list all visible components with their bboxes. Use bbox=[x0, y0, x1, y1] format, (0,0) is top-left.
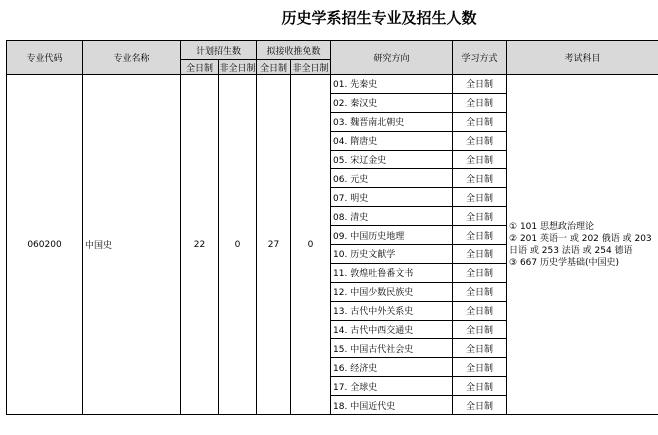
header-study-mode: 学习方式 bbox=[453, 41, 507, 75]
research-direction-cell: 16. 经济史 bbox=[331, 358, 453, 377]
research-direction-cell: 04. 隋唐史 bbox=[331, 131, 453, 150]
plan-full-time-cell: 22 bbox=[181, 75, 219, 415]
plan-part-time-cell: 0 bbox=[219, 75, 257, 415]
admissions-table bbox=[6, 40, 658, 415]
research-direction-cell: 01. 先秦史 bbox=[331, 75, 453, 94]
study-mode-cell: 全日制 bbox=[453, 207, 507, 226]
page-title: 历史学系招生专业及招生人数 bbox=[281, 9, 477, 27]
header-plan-full-time: 全日制 bbox=[181, 60, 219, 75]
research-direction-cell: 03. 魏晋南北朝史 bbox=[331, 112, 453, 131]
study-mode-cell: 全日制 bbox=[453, 358, 507, 377]
study-mode-cell: 全日制 bbox=[453, 112, 507, 131]
study-mode-cell: 全日制 bbox=[453, 169, 507, 188]
exam-subject-line: ③ 667 历史学基础(中国史) bbox=[509, 257, 620, 268]
study-mode-cell: 全日制 bbox=[453, 188, 507, 207]
header-plan-part-time: 非全日制 bbox=[219, 60, 257, 75]
research-direction-cell: 10. 历史文献学 bbox=[331, 245, 453, 264]
study-mode-cell: 全日制 bbox=[453, 131, 507, 150]
research-direction-cell: 18. 中国近代史 bbox=[331, 396, 453, 415]
study-mode-cell: 全日制 bbox=[453, 396, 507, 415]
exam-subjects-cell bbox=[507, 75, 658, 415]
major-name-cell: 中国史 bbox=[83, 75, 181, 415]
research-direction-cell: 08. 清史 bbox=[331, 207, 453, 226]
research-direction-cell: 05. 宋辽金史 bbox=[331, 150, 453, 169]
header-exempt-full-time: 全日制 bbox=[257, 60, 291, 75]
research-direction-cell: 02. 秦汉史 bbox=[331, 93, 453, 112]
header-exempt: 拟接收推免数 bbox=[257, 41, 331, 60]
exam-subject-line: ① 101 思想政治理论 bbox=[509, 221, 594, 232]
study-mode-cell: 全日制 bbox=[453, 245, 507, 264]
study-mode-cell: 全日制 bbox=[453, 150, 507, 169]
study-mode-cell: 全日制 bbox=[453, 226, 507, 245]
study-mode-cell: 全日制 bbox=[453, 282, 507, 301]
study-mode-cell: 全日制 bbox=[453, 320, 507, 339]
research-direction-cell: 17. 全球史 bbox=[331, 377, 453, 396]
research-direction-cell: 11. 敦煌吐鲁番文书 bbox=[331, 263, 453, 282]
study-mode-cell: 全日制 bbox=[453, 93, 507, 112]
research-direction-cell: 12. 中国少数民族史 bbox=[331, 282, 453, 301]
research-direction-cell: 07. 明史 bbox=[331, 188, 453, 207]
header-major-code: 专业代码 bbox=[7, 41, 83, 75]
exam-subject-line: ② 201 英语一 或 202 俄语 或 203 日语 或 253 法语 或 254 德语 bbox=[509, 233, 652, 256]
study-mode-cell: 全日制 bbox=[453, 301, 507, 320]
study-mode-cell: 全日制 bbox=[453, 263, 507, 282]
study-mode-cell: 全日制 bbox=[453, 339, 507, 358]
research-direction-cell: 14. 古代中西交通史 bbox=[331, 320, 453, 339]
exempt-full-time-cell: 27 bbox=[257, 75, 291, 415]
header-exam: 考试科目 bbox=[507, 41, 658, 75]
table-row bbox=[7, 75, 658, 94]
header-major-name: 专业名称 bbox=[83, 41, 181, 75]
research-direction-cell: 13. 古代中外关系史 bbox=[331, 301, 453, 320]
research-direction-cell: 09. 中国历史地理 bbox=[331, 226, 453, 245]
research-direction-cell: 06. 元史 bbox=[331, 169, 453, 188]
header-exempt-part-time: 非全日制 bbox=[291, 60, 331, 75]
research-direction-cell: 15. 中国古代社会史 bbox=[331, 339, 453, 358]
study-mode-cell: 全日制 bbox=[453, 75, 507, 94]
major-code-cell: 060200 bbox=[7, 75, 83, 415]
study-mode-cell: 全日制 bbox=[453, 377, 507, 396]
header-direction: 研究方向 bbox=[331, 41, 453, 75]
header-plan: 计划招生数 bbox=[181, 41, 257, 60]
exempt-part-time-cell: 0 bbox=[291, 75, 331, 415]
